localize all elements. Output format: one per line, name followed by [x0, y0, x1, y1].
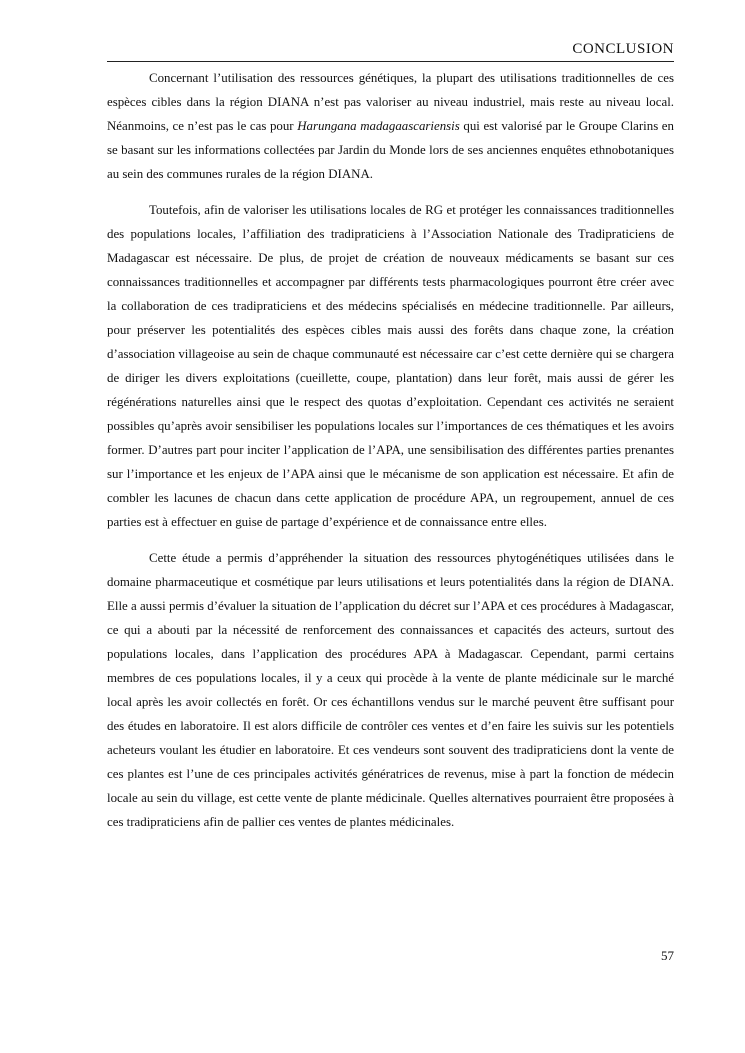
page-number: 57 — [661, 948, 674, 963]
paragraph-2: Toutefois, afin de valoriser les utilisations locales de RG et protéger les connaissances traditionnelles des populations locales, l’affiliation des tradipraticiens à l’Association Nationale des Tradipraticiens de Madagascar est nécessaire. De plus, de projet de création de nouveaux médicaments se basant sur ces connaissances traditionnelles et accompagner par différents tests pharmacologiques pourront être créer avec la collaboration de ces tradipraticiens et des médecins spécialisés en médecine traditionnelle. Par ailleurs, pour préserver les potentialités des espèces cibles mais aussi des forêts dans chaque zone, la création d’association villageoise au sein de chaque communauté est nécessaire car c’est cette dernière qui se chargera de diriger les divers exploitations (cueillette, coupe, plantation) dans leur forêt, mais aussi de gérer les régénérations naturelles ainsi que le respect des quotas d’exploitation. Cependant ces activités ne seraient possibles qu’après avoir sensibiliser les populations locales sur l’importances de ces thématiques et les avoirs former. D’autres part pour inciter l’application de l’APA, une sensibilisation des différentes parties prenantes sur l’importance et les enjeux de l’APA ainsi que le mécanisme de son application est nécessaire. Et afin de combler les lacunes de chacun dans cette application de procédure APA, un regroupement, annuel de ces parties est à effectuer en guise de partage d’expérience et de connaissance entre elles. — [107, 203, 674, 529]
header-rule — [107, 61, 674, 62]
running-header: CONCLUSION — [572, 41, 674, 57]
paragraph-3: Cette étude a permis d’appréhender la situation des ressources phytogénétiques utilisées dans le domaine pharmaceutique et cosmétique par leurs utilisations et leurs potentialités dans la région de DIANA. Elle a aussi permis d’évaluer la situation de l’application du décret sur l’APA et ces procédures à Madagascar, ce qui a abouti par la nécessité de renforcement des connaissances et capacités des acteurs, surtout des populations locales, dans l’application des procédures APA à Madagascar. Cependant, parmi certains membres de ces populations locales, il y a ceux qui procède à la vente de plante médicinale sur le marché local après les avoir collectés en forêt. Or ces échantillons vendus sur le marché peuvent être suffisant pour des études en laboratoire. Il est alors difficile de contrôler ces ventes et d’en faire les suivis sur les potentiels acheteurs voulant les étudier en laboratoire. Et ces vendeurs sont souvent des tradipraticiens dont la vente de ces plantes est l’une de ces principales activités génératrices de revenus, mise à part la fonction de médecin locale au sein du village, est cette vente de plante médicinale. Quelles alternatives pourraient être proposées à ces tradipraticiens afin de pallier ces ventes de plantes médicinales. — [107, 551, 674, 829]
paragraph-1-text-start: Concernant l’utilisation des ressources génétiques, la plupart des utilisations traditionnelles de ces espèces cibles dans la région DIANA n’est pas valoriser au niveau industriel, mais reste au niveau local. Néanmoins, ce n’est pas le cas pour — [107, 71, 674, 133]
body-text — [107, 66, 674, 846]
paragraph-1 — [107, 66, 674, 186]
paragraph-1-text-end: qui est valorisé par le Groupe Clarins en se basant sur les informations collectées par Jardin du Monde lors de ses anciennes enquêtes ethnobotaniques au sein des communes rurales de la région DIANA. — [107, 119, 674, 181]
species-name-italic: Harungana madagaascariensis — [297, 119, 460, 133]
